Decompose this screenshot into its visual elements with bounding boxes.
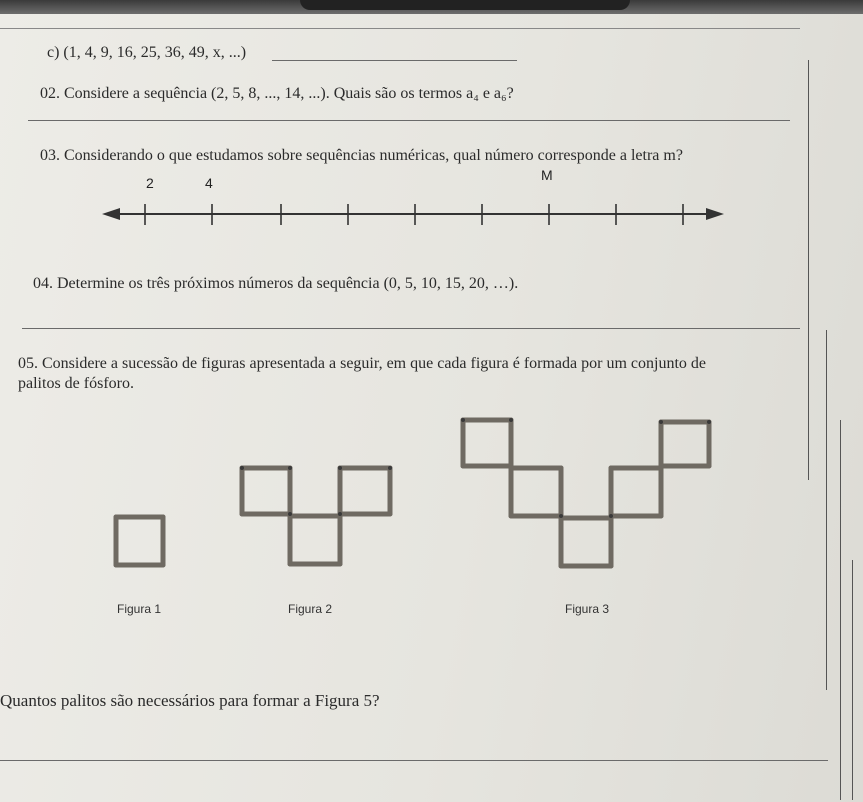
question-03: 03. Considerando o que estudamos sobre sequências numéricas, qual número corresponde a letra m? — [40, 147, 683, 164]
question-04: 04. Determine os três próximos números da sequência (0, 5, 10, 15, 20, …). — [33, 275, 519, 292]
number-line-label: 2 — [146, 175, 154, 191]
answer-line — [0, 760, 828, 761]
question-02: 02. Considere a sequência (2, 5, 8, ..., 14, ...). Quais são os termos a₄ e a₆? — [40, 85, 514, 102]
figure-2-caption: Figura 2 — [288, 602, 333, 616]
figure-1-caption: Figura 1 — [117, 602, 162, 616]
question-05-line1: 05. Considere a sucessão de figuras apresentada a seguir, em que cada figura é formada por um conjunto de — [18, 355, 706, 372]
item-c-text: c) (1, 4, 9, 16, 25, 36, 49, x, ...) — [47, 44, 247, 61]
number-line-label: M — [541, 167, 553, 183]
figure-1-matchsticks — [116, 517, 163, 565]
question-05-line2: palitos de fósforo. — [18, 375, 134, 392]
question-05-prompt: Quantos palitos são necessários para formar a Figura 5? — [0, 691, 380, 710]
figure-2-matchsticks — [242, 468, 390, 564]
figure-3-matchsticks — [463, 420, 709, 566]
figure-3-caption: Figura 3 — [565, 602, 610, 616]
number-line-label: 4 — [205, 175, 213, 191]
